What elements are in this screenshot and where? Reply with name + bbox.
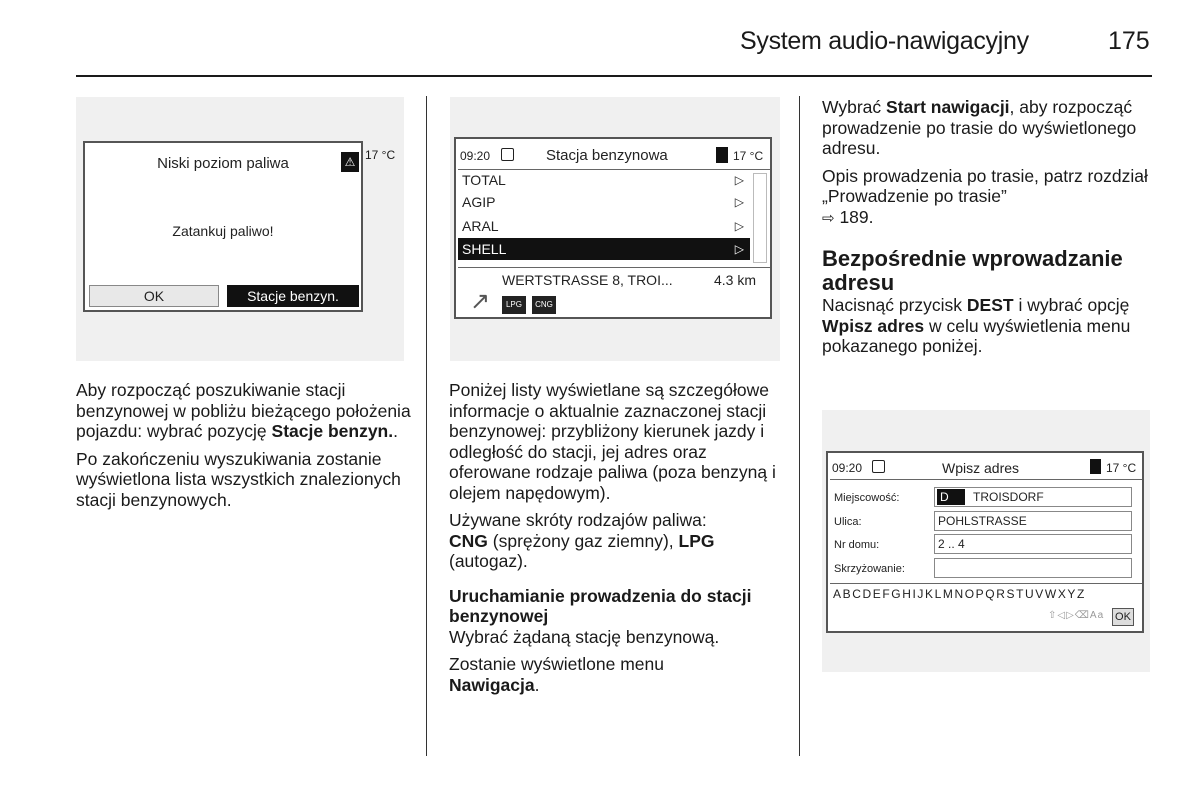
road-warning-icon: ⚠ xyxy=(341,152,359,172)
screen-low-fuel xyxy=(83,141,363,312)
station-item-agip[interactable]: AGIP ▷ xyxy=(458,191,750,213)
clock-time: 09:20 xyxy=(460,149,491,163)
screen-message: Zatankuj paliwo! xyxy=(172,223,274,239)
clock-icon xyxy=(872,460,885,473)
section-heading: Bezpośrednie wprowadzanie adresu xyxy=(822,246,1123,295)
letter-keyboard[interactable]: ABCDEFGHIJKLMNOPQRSTUVWXYZ xyxy=(833,587,1086,601)
paragraph: Używane skróty rodzajów paliwa: CNG (sprężony gaz ziemny), LPG (autogaz). xyxy=(449,510,715,571)
screen-address-entry xyxy=(826,451,1144,633)
paragraph: Aby rozpocząć poszukiwanie stacji benzynowej w pobliżu bieżącego położenia pojazdu: wybrać pozycję Stacje benzyn.. xyxy=(76,380,411,441)
fuel-pump-icon xyxy=(1090,459,1101,474)
screen-station-list xyxy=(454,137,772,319)
paragraph: Wybrać żądaną stację benzynową. xyxy=(449,626,720,647)
keyboard-control-icons[interactable]: ⇧◁▷⌫Aa xyxy=(1048,610,1105,621)
divider xyxy=(830,583,1142,584)
station-address: WERTSTRASSE 8, TROI... xyxy=(502,272,673,288)
street-field[interactable]: POHLSTRASSE xyxy=(934,511,1132,531)
temperature-readout: 17 °C xyxy=(733,149,764,163)
field-label-street: Ulica: xyxy=(834,516,862,528)
station-item-total[interactable]: TOTAL ▷ xyxy=(458,169,750,191)
screen-title: Wpisz adres xyxy=(942,460,1020,476)
paragraph: Wybrać Start nawigacji, aby rozpocząć prowadzenie po trasie do wyświetlonego adresu. xyxy=(822,97,1137,158)
station-item-shell[interactable]: SHELL ▷ xyxy=(458,238,750,260)
country-code: D xyxy=(937,489,965,505)
divider xyxy=(830,479,1142,480)
ok-button[interactable]: OK xyxy=(1112,608,1134,626)
paragraph: Nacisnąć przycisk DEST i wybrać opcję Wpisz adres w celu wyświetlenia menu pokazanego poniżej. xyxy=(822,295,1131,356)
screen-title: Stacja benzynowa xyxy=(546,147,668,164)
col1-text xyxy=(76,380,416,517)
stacje-benzyn-button[interactable]: Stacje benzyn. xyxy=(227,285,359,307)
paragraph: Poniżej listy wyświetlane są szczegółowe informacje o aktualnie zaznaczonej stacji benzynowej: przybliżony kierunek jazdy i odległość do stacji, jej adres oraz oferowane rodzaje paliwa (poza benzyną i olejem napędowym). xyxy=(449,380,776,503)
direction-arrow-icon: ↗ xyxy=(470,288,491,315)
field-label-city: Miejscowość: xyxy=(834,492,900,504)
fuel-pump-icon xyxy=(716,147,728,163)
station-item-aral[interactable]: ARAL ▷ xyxy=(458,215,750,237)
clock-time: 09:20 xyxy=(832,461,863,475)
lpg-badge: LPG xyxy=(502,296,526,314)
screen-title: Niski poziom paliwa xyxy=(157,155,289,172)
column-divider-2 xyxy=(799,96,800,756)
chevron-right-icon: ▷ xyxy=(734,195,744,209)
field-label-crossing: Skrzyżowanie: xyxy=(834,563,905,575)
paragraph: Po zakończeniu wyszukiwania zostanie wyświetlona lista wszystkich znalezionych stacji benzynowych. xyxy=(76,448,401,510)
cng-badge: CNG xyxy=(532,296,556,314)
paragraph: Zostanie wyświetlone menu Nawigacja. xyxy=(449,654,664,695)
section-heading: Uruchamianie prowadzenia do stacji benzynowej xyxy=(449,585,752,626)
field-label-house-number: Nr domu: xyxy=(834,539,880,551)
clock-icon xyxy=(501,148,514,161)
station-distance: 4.3 km xyxy=(714,272,757,288)
chevron-right-icon: ▷ xyxy=(734,242,744,256)
crossing-field[interactable] xyxy=(934,558,1132,578)
arrow-ref-icon: ⇨ xyxy=(822,209,835,227)
column-divider-1 xyxy=(426,96,427,756)
house-number-field[interactable]: 2 .. 4 xyxy=(934,534,1132,554)
page-header-title: System audio-nawigacyjny xyxy=(740,27,1029,55)
ok-button[interactable]: OK xyxy=(89,285,219,307)
temperature-readout: 17 °C xyxy=(1106,461,1137,475)
city-field[interactable]: D TROISDORF xyxy=(934,487,1132,507)
col2-text xyxy=(449,380,789,702)
paragraph: Opis prowadzenia po trasie, patrz rozdział „Prowadzenie po trasie” ⇨ 189. xyxy=(822,165,1148,227)
page-number: 175 xyxy=(1108,27,1150,55)
chevron-right-icon: ▷ xyxy=(734,219,744,233)
scrollbar[interactable] xyxy=(753,173,767,263)
divider xyxy=(458,267,770,268)
chevron-right-icon: ▷ xyxy=(734,173,744,187)
header-rule xyxy=(76,75,1152,77)
col3-text xyxy=(822,97,1152,364)
temperature-readout: 17 °C xyxy=(365,148,396,162)
